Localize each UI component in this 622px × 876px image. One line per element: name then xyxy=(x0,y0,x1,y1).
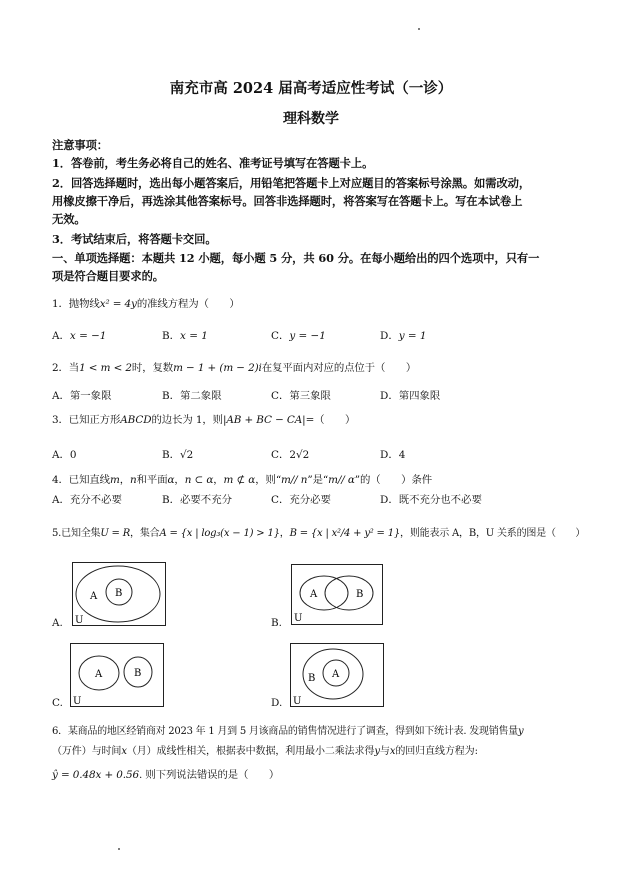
question-2-stem: 2．当1 < m < 2时，复数m − 1 + (m − 2)i在复平面内对应的点位于（ ） xyxy=(52,362,417,374)
scan-speck xyxy=(418,28,420,30)
q2-option-d: D．第四象限 xyxy=(380,390,441,402)
label-b: B xyxy=(134,668,142,679)
label-b: B xyxy=(308,673,316,684)
q5-venn-diagram-a xyxy=(72,562,166,626)
q3-option-d: D．4 xyxy=(380,449,406,461)
q1-stem-post: 的准线方程为（ ） xyxy=(136,298,240,310)
q2-option-a: A．第一象限 xyxy=(52,390,112,402)
notice-heading: 注意事项： xyxy=(52,138,108,152)
universal-set-rect xyxy=(292,565,383,625)
question-6-line3: ŷ = 0.48x + 0.56. 则下列说法错误的是（ ） xyxy=(52,769,280,781)
label-u: U xyxy=(73,696,82,707)
q5-venn-diagram-d xyxy=(290,643,384,707)
label-u: U xyxy=(293,696,302,707)
label-u: U xyxy=(75,615,84,626)
set-a-ellipse xyxy=(300,576,348,610)
label-a: A xyxy=(332,669,340,680)
label-a: A xyxy=(95,669,103,680)
q4-option-b: B．必要不充分 xyxy=(162,494,232,506)
exam-title: 南充市高 2024 届高考适应性考试（一诊） xyxy=(169,80,453,97)
notice-item-3: 3．考试结束后，将答题卡交回。 xyxy=(52,232,217,246)
label-b: B xyxy=(115,588,123,599)
q5-venn-diagram-c xyxy=(70,643,164,707)
q2-option-c: C．第三象限 xyxy=(271,390,331,402)
question-4-stem: 4．已知直线m，n和平面α，n ⊂ α，m ⊄ α，则“m// n”是“m// α”的（ ）条件 xyxy=(52,474,433,486)
question-6-line2: （万件）与时间x（月）成线性相关，根据表中数据，利用最小二乘法求得y与x的回归直线方程为: xyxy=(52,746,478,757)
q2-option-b: B．第二象限 xyxy=(162,390,222,402)
q1-equation: x² = 4y xyxy=(99,298,137,310)
section-heading-line1: 一、单项选择题：本题共 12 小题，每小题 5 分，共 60 分。在每小题给出的四个选项中，只有一 xyxy=(52,251,540,265)
label-u: U xyxy=(294,613,303,624)
section-heading-line2: 项是符合题目要求的。 xyxy=(52,269,164,283)
q5-option-a-label: A. xyxy=(52,617,63,629)
question-6-line1: 6．某商品的地区经销商对 2023 年 1 月到 5 月该商品的销售情况进行了调查，得到如下统计表. 发现销售量y xyxy=(52,726,524,737)
question-1-stem xyxy=(52,295,240,310)
regression-equation: ŷ = 0.48x + 0.56 xyxy=(52,769,140,781)
set-b-ellipse xyxy=(325,576,373,610)
q3-option-c: C．2√2 xyxy=(271,449,310,461)
q4-option-c: C．充分必要 xyxy=(271,494,331,506)
label-a: A xyxy=(90,591,98,602)
q5-option-b-label: B. xyxy=(271,617,282,629)
q1-stem-pre: 1．抛物线 xyxy=(52,298,100,310)
label-b: B xyxy=(356,589,364,600)
question-3-stem: 3．已知正方形ABCD的边长为 1，则|AB + BC − CA|=（ ） xyxy=(52,414,356,426)
q5-venn-diagram-b xyxy=(291,564,383,625)
q3-option-b: B．√2 xyxy=(162,449,194,461)
q4-option-a: A．充分不必要 xyxy=(52,494,122,506)
scan-speck xyxy=(118,848,120,850)
q5-option-d-label: D. xyxy=(271,697,283,709)
q3-vector-expression: |AB + BC − CA| xyxy=(222,414,306,426)
q1-option-c: C．y = −1 xyxy=(271,330,326,342)
q1-option-d: D．y = 1 xyxy=(380,330,427,342)
q4-option-d: D．既不充分也不必要 xyxy=(380,494,482,506)
label-a: A xyxy=(310,589,318,600)
q5-option-c-label: C. xyxy=(52,697,63,709)
notice-item-2-line1: 2．回答选择题时，选出每小题答案后，用铅笔把答题卡上对应题目的答案标号涂黑。如需改动， xyxy=(52,176,531,190)
notice-item-1: 1．答卷前，考生务必将自己的姓名、准考证号填写在答题卡上。 xyxy=(52,156,374,170)
notice-item-2-line2: 用橡皮擦干净后，再选涂其他答案标号。回答非选择题时，将答案写在答题卡上。写在本试卷上 xyxy=(52,194,523,208)
notice-item-2-line3: 无效。 xyxy=(52,212,86,226)
universal-set-rect xyxy=(71,644,164,707)
q1-option-b: B．x = 1 xyxy=(162,330,208,342)
exam-subject: 理科数学 xyxy=(283,111,339,127)
q3-option-a: A．0 xyxy=(52,449,77,461)
q1-option-a: A．x = −1 xyxy=(52,330,107,342)
question-5-stem: 5.已知全集U = R，集合A = {x | log₃(x − 1) > 1}，B = {x | x²/4 + y² = 1}，则能表示 A，B，U 关系的图是（ ） xyxy=(52,528,586,539)
